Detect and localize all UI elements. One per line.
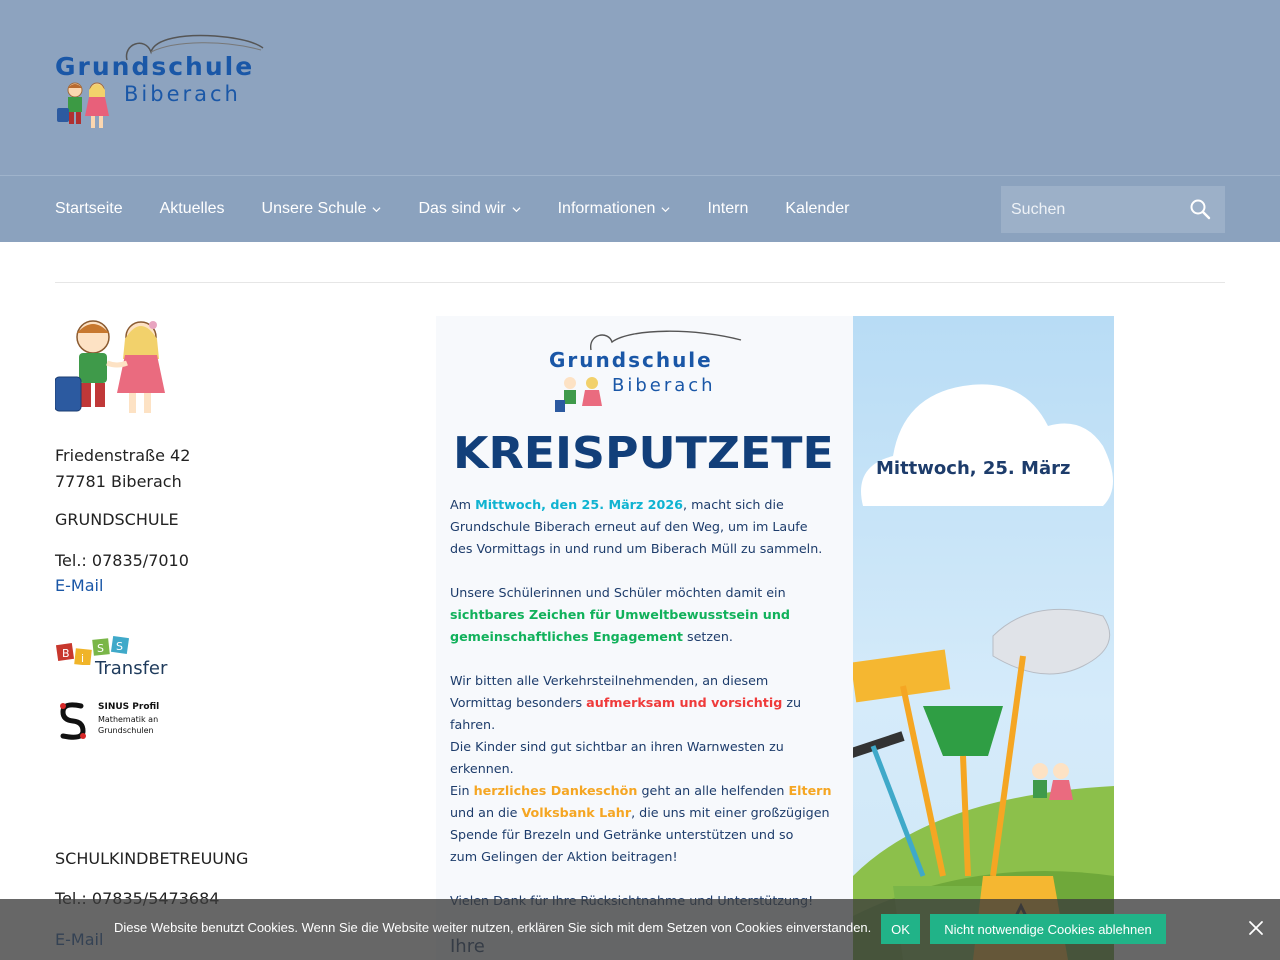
nav-item-unsere-schule[interactable] [262, 200, 382, 218]
site-header [0, 0, 1280, 175]
biss-letter: B [62, 647, 70, 660]
nav-item-informationen[interactable] [558, 200, 671, 218]
poster-highlight: herzliches Dankeschön [473, 783, 638, 798]
poster-line [450, 626, 848, 648]
poster-spacer [450, 868, 848, 890]
sinus-title: SINUS Profil [98, 702, 160, 712]
section-grundschule: GRUNDSCHULE [55, 510, 179, 529]
kreisputzete-poster[interactable] [436, 316, 1114, 960]
address-street: Friedenstraße 42 [55, 446, 191, 465]
nav-item-startseite[interactable] [55, 200, 123, 218]
poster-text: und an die [450, 805, 522, 820]
poster-logo-line2: Biberach [612, 375, 716, 396]
poster-body [450, 494, 848, 912]
search-icon[interactable] [1189, 198, 1211, 220]
chevron-down-icon [661, 205, 670, 214]
nav-label: Intern [707, 200, 749, 217]
address-city: 77781 Biberach [55, 472, 182, 491]
poster-line [450, 780, 848, 802]
poster-line: fahren. [450, 717, 496, 732]
close-icon[interactable] [1247, 919, 1265, 937]
cookie-ok-button[interactable]: OK [881, 914, 920, 944]
poster-text: Ein [450, 783, 474, 798]
nav-item-aktuelles[interactable] [160, 200, 225, 218]
sinus-profil-logo[interactable] [55, 700, 175, 745]
poster-text: setzen. [682, 629, 733, 644]
poster-highlight: Eltern [788, 783, 832, 798]
search-box [1001, 186, 1225, 233]
poster-text: , die uns mit einer großzügigen [631, 805, 830, 820]
address [55, 443, 190, 495]
poster-line: des Vormittags in und rund um Biberach Müll zu sammeln. [450, 541, 823, 556]
nav-label: Aktuelles [159, 200, 225, 217]
poster-highlight: aufmerksam und vorsichtig [586, 695, 783, 710]
poster-spacer [450, 648, 848, 670]
biss-letter: S [116, 640, 123, 653]
content-divider [55, 282, 1225, 283]
poster-highlight: gemeinschaftliches Engagement [450, 629, 683, 644]
main-navigation [0, 175, 1280, 242]
biss-letter: i [81, 652, 85, 665]
poster-line: Grundschule Biberach erneut auf den Weg, um im Laufe [450, 519, 808, 534]
poster-text: Vormittag besonders [450, 695, 587, 710]
cookie-text: Diese Website benutzt Cookies. Wenn Sie die Website weiter nutzen, erklären Sie sich mit dem Setzen von Cookies einverstanden. [114, 920, 872, 935]
nav-label: Startseite [55, 200, 123, 217]
nav-item-das-sind-wir[interactable] [418, 200, 520, 218]
search-input[interactable] [1001, 186, 1181, 233]
biss-label: Transfer [95, 658, 168, 679]
biss-transfer-logo[interactable] [55, 635, 170, 685]
phone-grundschule: Tel.: 07835/7010 [55, 551, 189, 570]
cookie-decline-button[interactable]: Nicht notwendige Cookies ablehnen [930, 914, 1166, 944]
poster-line [450, 494, 848, 516]
nav-label: Kalender [785, 200, 850, 217]
poster-spacer [450, 560, 848, 582]
poster-line-green: sichtbares Zeichen für Umweltbewusstsein und [450, 607, 790, 622]
sinus-s-icon [55, 700, 91, 742]
poster-kids-icon [552, 374, 612, 418]
section-schulkindbetreuung: SCHULKINDBETREUUNG [55, 849, 249, 868]
logo-line1: Grundschule [55, 52, 255, 81]
poster-line: Spende für Brezeln und Getränke unterstützen und so [450, 827, 794, 842]
poster-line: Unsere Schülerinnen und Schüler möchten damit ein [450, 585, 786, 600]
poster-line: Die Kinder sind gut sichtbar an ihren Warnwesten zu [450, 739, 784, 754]
chevron-down-icon [512, 205, 521, 214]
poster-text: Am [450, 497, 476, 512]
poster-highlight: Volksbank Lahr [521, 805, 632, 820]
poster-line [450, 692, 848, 714]
logo-line2: Biberach [124, 82, 241, 106]
poster-highlight: Mittwoch, den 25. März 2026 [475, 497, 683, 512]
poster-text: , macht sich die [683, 497, 784, 512]
nav-label: Informationen [557, 200, 656, 217]
nav-label: Unsere Schule [261, 200, 367, 217]
chevron-down-icon [372, 205, 381, 214]
poster-title: KREISPUTZETE [453, 428, 834, 479]
poster-line: Wir bitten alle Verkehrsteilnehmenden, an diesem [450, 673, 769, 688]
kids-icon [55, 80, 117, 135]
nav-item-intern[interactable] [707, 200, 748, 218]
poster-text: geht an alle helfenden [637, 783, 789, 798]
poster-text: zu [782, 695, 802, 710]
kids-illustration [55, 315, 167, 423]
poster-line: zum Gelingen der Aktion beitragen! [450, 849, 678, 864]
nav-item-kalender[interactable] [785, 200, 849, 218]
cleaning-illustration [853, 316, 1114, 960]
nav-label: Das sind wir [418, 200, 506, 217]
biss-letter: S [97, 642, 104, 655]
poster-logo-line1: Grundschule [549, 348, 713, 372]
site-logo[interactable] [55, 30, 265, 135]
email-link-grundschule[interactable]: E-Mail [55, 576, 104, 595]
poster-line: erkennen. [450, 761, 514, 776]
poster-date-badge: Mittwoch, 25. März [876, 458, 1071, 479]
poster-illustration-panel [853, 316, 1114, 960]
cookie-notice [0, 899, 1280, 960]
nav-menu [55, 176, 886, 242]
sinus-subtitle: Mathematik an Grundschulen [98, 715, 159, 735]
poster-line [450, 802, 848, 824]
